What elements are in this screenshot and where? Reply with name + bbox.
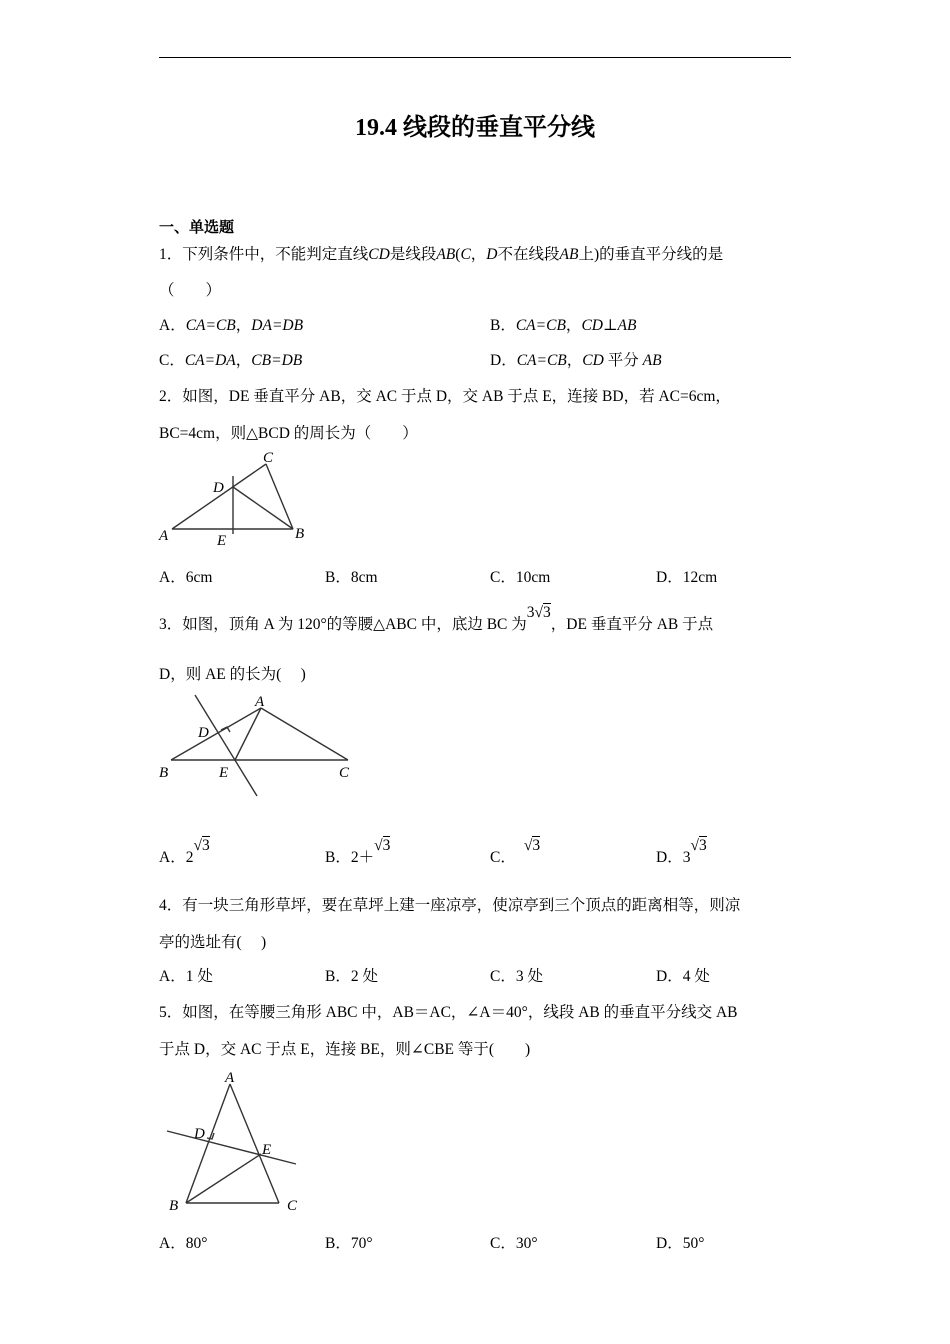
question-4-option-b[interactable]: B．2 处 (325, 968, 378, 985)
right-angle-mark (221, 727, 230, 732)
label-d: D (194, 1126, 205, 1142)
question-1-option-c[interactable]: C．CA=DA，CB=DB (159, 352, 303, 369)
question-3-option-a[interactable]: A．2√3 (159, 837, 210, 866)
label-c: C (287, 1198, 298, 1214)
question-5-option-b[interactable]: B．70° (325, 1235, 373, 1252)
label-d: D (213, 480, 224, 496)
label-e: E (217, 533, 227, 548)
question-1-option-b[interactable]: B．CA=CB，CD⊥AB (490, 317, 637, 334)
header-rule (159, 57, 791, 58)
question-4-option-c[interactable]: C．3 处 (490, 968, 543, 985)
label-c: C (339, 765, 350, 781)
question-3-option-c[interactable]: C．√3 (490, 837, 541, 866)
question-1-stem: 1．下列条件中，不能判定直线CD是线段AB(C，D不在线段AB上)的垂直平分线的是 (159, 246, 724, 263)
question-1-option-d[interactable]: D．CA=CB，CD 平分 AB (490, 352, 662, 369)
segment-ac (261, 708, 348, 760)
question-2-figure (155, 448, 315, 548)
segment-ac (172, 464, 266, 529)
segment-ab (186, 1084, 230, 1203)
segment-be (186, 1154, 261, 1203)
label-b: B (169, 1198, 179, 1214)
question-3-option-b[interactable]: B．2＋√3 (325, 837, 391, 866)
question-2-option-c[interactable]: C．10cm (490, 569, 551, 586)
question-3-line-2: D，则 AE 的长为( ) (159, 666, 306, 683)
page-title: 19.4 线段的垂直平分线 (355, 115, 595, 141)
label-a: A (159, 528, 169, 544)
question-2-option-a[interactable]: A．6cm (159, 569, 213, 586)
label-e: E (219, 765, 229, 781)
question-4-option-a[interactable]: A．1 处 (159, 968, 213, 985)
segment-ac (230, 1084, 279, 1203)
question-3-option-d[interactable]: D．3√3 (656, 837, 707, 866)
question-5-option-c[interactable]: C．30° (490, 1235, 538, 1252)
label-b: B (295, 526, 305, 542)
question-1-option-a[interactable]: A．CA=CB，DA=DB (159, 317, 304, 334)
question-5-option-a[interactable]: A．80° (159, 1235, 208, 1252)
question-2-option-d[interactable]: D．12cm (656, 569, 718, 586)
question-3-line-1: 3．如图，顶角 A 为 120°的等腰△ABC 中，底边 BC 为3√3，DE 垂直平分 AB 于点 (159, 604, 714, 633)
label-c: C (263, 450, 274, 466)
question-4-option-d[interactable]: D．4 处 (656, 968, 710, 985)
question-5-line-1: 5．如图，在等腰三角形 ABC 中，AB＝AC，∠A＝40°，线段 AB 的垂直平分线交 AB (159, 1004, 738, 1021)
segment-de (167, 1131, 296, 1164)
question-5-line-2: 于点 D，交 AC 于点 E，连接 BE，则∠CBE 等于( ) (159, 1041, 531, 1058)
question-2-line-1: 2．如图，DE 垂直平分 AB，交 AC 于点 D，交 AB 于点 E，连接 BD，若 AC=6cm， (159, 388, 731, 405)
question-1-paren: （ ） (159, 282, 222, 299)
question-2-option-b[interactable]: B．8cm (325, 569, 378, 586)
question-5-figure (155, 1066, 315, 1220)
section-heading: 一、单选题 (159, 220, 235, 236)
label-a: A (225, 1070, 235, 1086)
label-a: A (255, 694, 265, 710)
label-d: D (198, 725, 209, 741)
question-2-line-2: BC=4cm，则△BCD 的周长为（ ） (159, 425, 418, 442)
question-5-option-d[interactable]: D．50° (656, 1235, 705, 1252)
question-3-figure (155, 690, 365, 800)
question-4-line-1: 4．有一块三角形草坪，要在草坪上建一座凉亭，使凉亭到三个顶点的距离相等，则凉 (159, 897, 741, 914)
question-4-line-2: 亭的选址有( ) (159, 934, 267, 951)
label-b: B (159, 765, 169, 781)
label-e: E (262, 1142, 272, 1158)
